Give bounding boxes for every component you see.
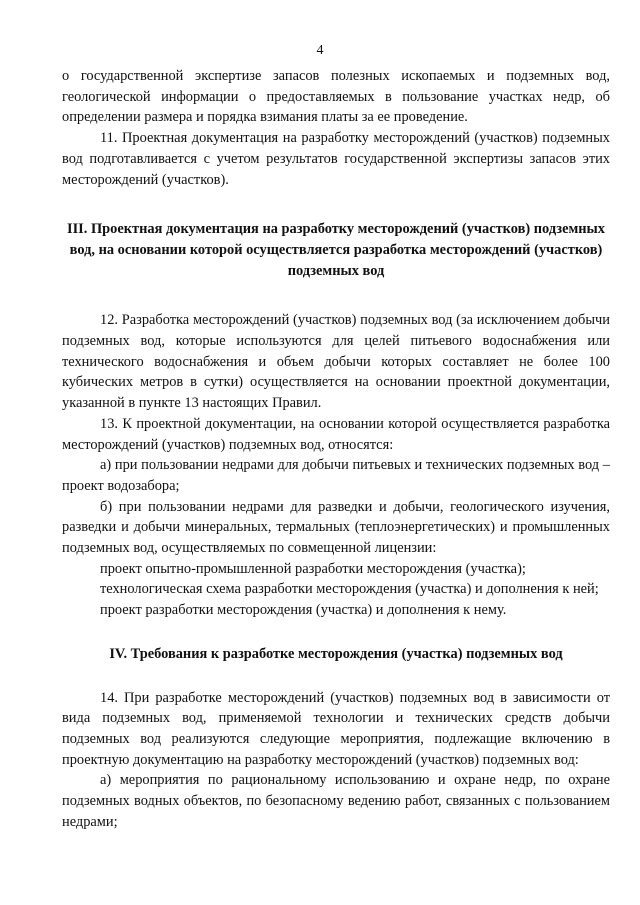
paragraph-13b-item-2: технологическая схема разработки месторождения (участка) и дополнения к ней; [100,581,599,598]
section-3-heading: III. Проектная документация на разработку месторождений (участков) подземных вод, на основании которой осуществляется разработка месторождений (участков) подземных вод [66,221,605,279]
page-number: 4 [316,43,324,58]
paragraph-11: 11. Проектная документация на разработку месторождений (участков) подземных вод подготавливается с учетом результатов государственной экспертизы запасов этих месторождений (участков). [62,130,610,188]
paragraph-13b: б) при пользовании недрами для разведки и добычи, геологического изучения, разведки и добычи минеральных, термальных (теплоэнергетических) и промышленных подземных вод, осуществляемых по совмещенной лицензии: [62,498,610,557]
paragraph-14: 14. При разработке месторождений (участков) подземных вод в зависимости от вида подземных вод, применяемой технологии и технических средств добычи подземных вод реализуются следующие мероприятия, подлежащие включению в проектную документацию на разработку месторождений (участков) подземных вод: [62,689,610,768]
paragraph-13b-item-3: проект разработки месторождения (участка) и дополнения к нему. [100,602,507,619]
document-body [62,66,610,833]
paragraph-continuation: о государственной экспертизе запасов полезных ископаемых и подземных вод, геологической информации о предоставляемых в пользование участках недр, об определении размера и порядка взимания платы за ее проведение. [62,68,610,126]
paragraph-14a: а) мероприятия по рациональному использованию и охране недр, по охране подземных водных объектов, по безопасному ведению работ, связанных с пользованием недрами; [62,772,610,830]
paragraph-13a: а) при пользовании недрами для добычи питьевых и технических подземных вод – проект водозабора; [62,457,610,494]
section-4-heading: IV. Требования к разработке месторождения (участка) подземных вод [109,645,563,662]
paragraph-12: 12. Разработка месторождений (участков) подземных вод (за исключением добычи подземных вод, которые используются для целей питьевого водоснабжения или технического водоснабжения и объем добычи которых составляет не более 100 кубических метров в сутки) осуществляется на основании проектной документации, указанной в пункте 13 настоящих Правил. [62,312,610,412]
paragraph-13: 13. К проектной документации, на основании которой осуществляется разработка месторождений (участков) подземных вод, относятся: [62,415,610,453]
paragraph-13b-item-1: проект опытно-промышленной разработки месторождения (участка); [100,560,526,577]
